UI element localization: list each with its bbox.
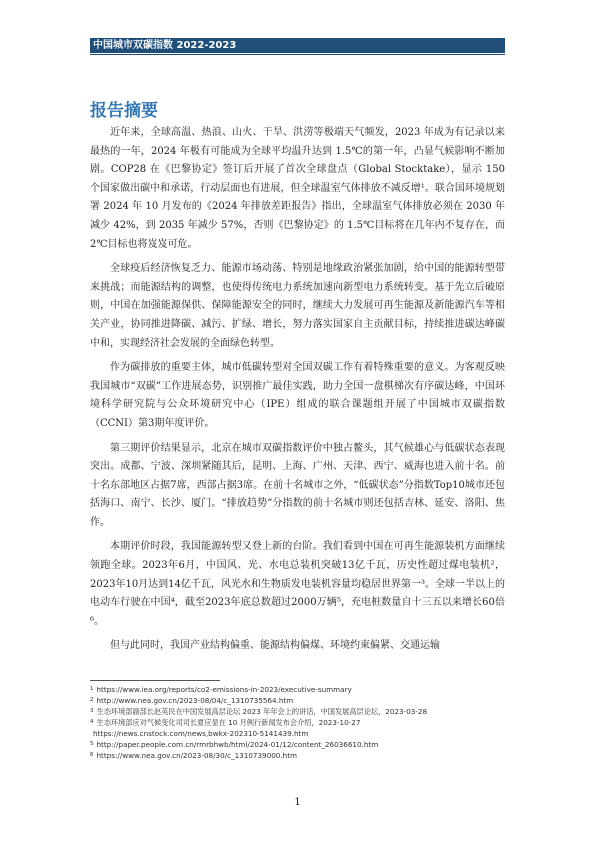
footnote-number: 1 bbox=[90, 686, 94, 692]
footnotes bbox=[90, 684, 505, 761]
footnote bbox=[90, 728, 505, 739]
paragraph: 本期评价时段，我国能源转型又登上新的台阶。我们看到中国在可再生能源装机方面继续领跑全球。2023年6月，中国风、光、水电总装机突破13亿千瓦，历史性超过煤电装机²，2023年10月达到14亿千瓦，风光水和生物质发电装机容量均稳居世界第一³。全球一半以上的电动车行驶在中国⁴，截至2023年底总数超过2000万辆⁵，充电桩数量自十三五以来增长60倍⁶。 bbox=[90, 541, 505, 627]
footnote bbox=[90, 684, 505, 695]
paragraph: 全球疫后经济恢复乏力、能源市场动荡、特别是地缘政治紧张加剧，给中国的能源转型带来挑战；而能源结构的调整，也使得传统电力系统加速向新型电力系统转变。基于先立后破原则，中国在加强能源保供、保障能源安全的同时，继续大力发展可再生能源及新能源汽车等相关产业，协同推进降碳、减污、扩绿、增长，努力落实国家自主贡献目标，持续推进碳达峰碳中和，实现经济社会发展的全面绿色转型。 bbox=[90, 263, 505, 349]
footnote-number: 2 bbox=[90, 697, 94, 703]
paragraph: 但与此同时，我国产业结构偏重、能源结构偏煤、环境约束偏紧、交通运输 bbox=[110, 640, 440, 652]
footnote-link[interactable]: https://www.iea.org/reports/co2-emissions-in-2023/executive-summary bbox=[96, 685, 352, 694]
paragraph: 近年来，全球高温、热浪、山火、干旱、洪涝等极端天气频发，2023 年成为有记录以来最热的一年，2024 年极有可能成为全球平均温升达到 1.5℃的第一年，凸显气候影响不断加剧。COP28 在《巴黎协定》签订后开展了首次全球盘点（Global Stocktake），显示 150 个国家做出碳中和承诺，行动层面也有进展，但全球温室气体排放不减反增¹。联合国环境规划署 2024 年 10 月发布的《2024 年排放差距报告》指出，全球温室气体排放必须在 2030 年减少 42%，到 2035 年减少 57%，否则《巴黎协定》的 1.5℃目标将在几年内不复存在，而 2℃目标也将岌岌可危。 bbox=[90, 127, 505, 250]
footnote-divider bbox=[90, 680, 220, 681]
header-rule bbox=[90, 54, 505, 55]
running-header: 中国城市双碳指数 2022-2023 bbox=[93, 40, 237, 51]
footnote-link[interactable]: http://paper.people.com.cn/rmrbhwb/html/2024-01/12/content_26036610.htm bbox=[96, 740, 379, 749]
footnote-number: 5 bbox=[90, 741, 94, 747]
footnote-text: 生态环境部应对气候变化司司长夏应显在 10 月例行新闻发布会介绍，2023-10-27 bbox=[96, 718, 361, 727]
footnote bbox=[90, 695, 505, 706]
paragraph: 作为碳排放的重要主体，城市低碳转型对全国双碳工作有着特殊重要的意义。为客观反映我国城市“双碳”工作进展态势，识别推广最佳实践，助力全国一盘棋梯次有序碳达峰，中国环境科学研究院与公众环境研究中心（IPE）组成的联合课题组开展了中国城市双碳指数（CCNI）第3期年度评价。 bbox=[90, 362, 505, 429]
footnote-text: 生态环境部副部长赵英民在中国发展高层论坛 2023 年年会上的讲话，中国发展高层论坛，2023-03-28 bbox=[96, 707, 428, 716]
footnote-link[interactable]: https://news.cnstock.com/news,bwkx-202310-5141439.htm bbox=[93, 729, 309, 738]
body-text bbox=[90, 124, 505, 662]
footnote bbox=[90, 717, 505, 728]
footnote bbox=[90, 739, 505, 750]
footnote-link[interactable]: http://www.nea.gov.cn/2023-08/04/c_1310735564.htm bbox=[96, 696, 294, 705]
footnote-number: 6 bbox=[90, 752, 94, 758]
footnote-number: 4 bbox=[90, 719, 94, 725]
page-number: 1 bbox=[294, 797, 301, 808]
paragraph: 第三期评价结果显示，北京在城市双碳指数评价中独占鳌头，其气候雄心与低碳状态表现突出。成都、宁波、深圳紧随其后，昆明、上海、广州、天津、西宁、威海也进入前十名。前十名东部地区占据7席，西部占据3席。在前十名城市之外，“低碳状态”分指数Top10城市还包括海口、南宁、长沙、厦门。“排放趋势”分指数的前十名城市则还包括吉林、延安、洛阳、焦作。 bbox=[90, 442, 505, 528]
footnote bbox=[90, 750, 505, 761]
footnote-number: 3 bbox=[90, 708, 94, 714]
footnote bbox=[90, 706, 505, 717]
footnote-link[interactable]: https://www.nea.gov.cn/2023-08/30/c_1310739000.htm bbox=[96, 751, 298, 760]
section-title: 报告摘要 bbox=[90, 101, 158, 121]
